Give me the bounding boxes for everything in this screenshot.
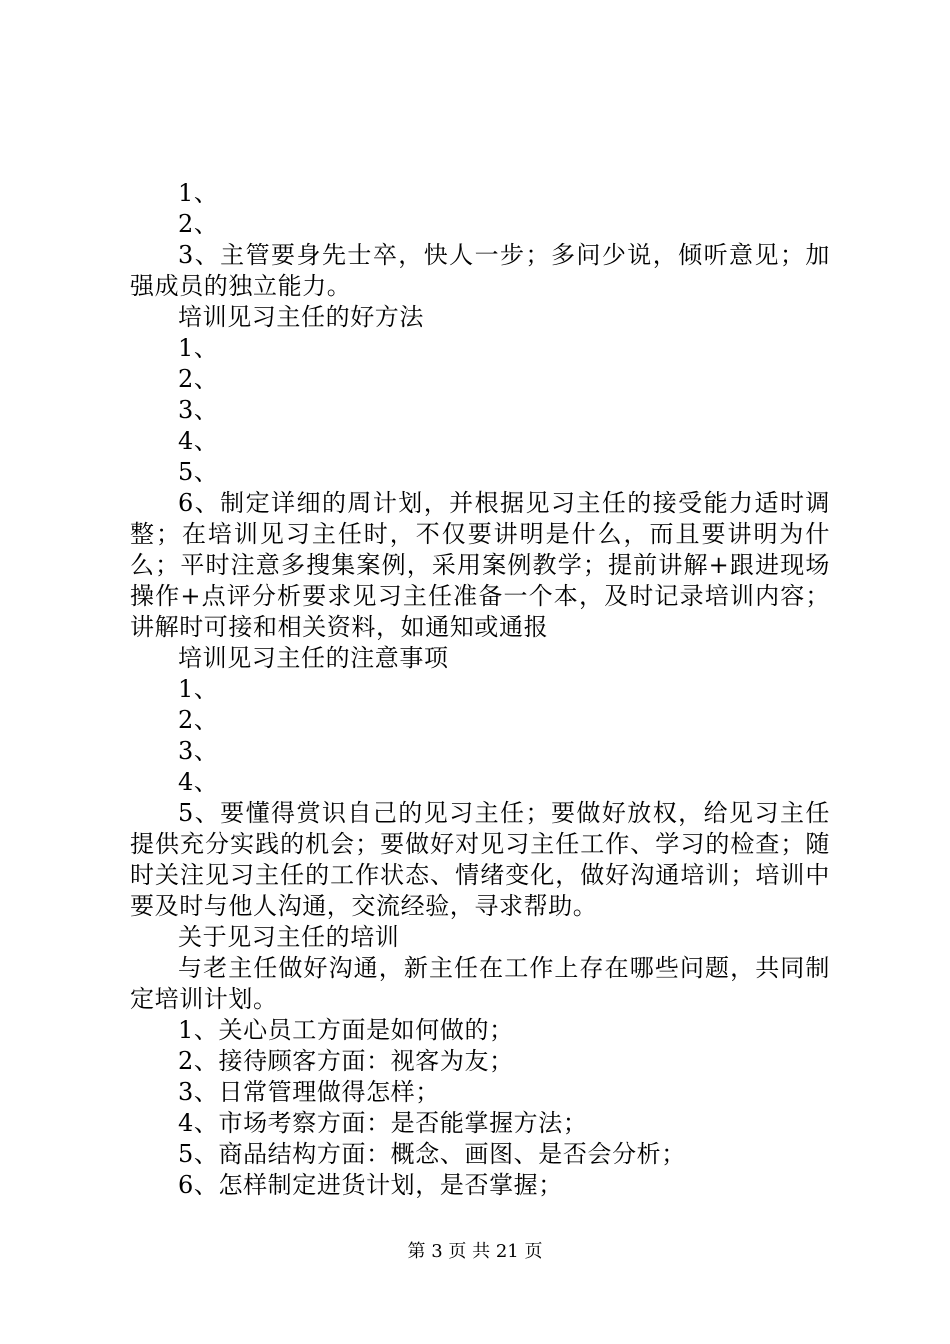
list-item: 2、 — [178, 706, 219, 734]
section-heading: 培训见习主任的注意事项 — [178, 644, 449, 672]
paragraph: 3、主管要身先士卒，快人一步；多问少说，倾听意见；加强成员的独立能力。 — [130, 241, 830, 300]
paragraph: 与老主任做好沟通，新主任在工作上存在哪些问题，共同制定培训计划。 — [130, 954, 830, 1013]
list-item: 1、 — [178, 334, 219, 362]
section-heading: 关于见习主任的培训 — [178, 923, 400, 951]
list-item: 3、日常管理做得怎样； — [178, 1078, 440, 1106]
paragraph: 6、制定详细的周计划，并根据见习主任的接受能力适时调整；在培训见习主任时，不仅要讲明是什么，而且要讲明为什么；平时注意多搜集案例，采用案例教学；提前讲解+跟进现场操作+点评分析要求见习主任准备一个本，及时记录培训内容；讲解时可接和相关资料，如通知或通报 — [130, 489, 830, 641]
list-item: 4、 — [178, 427, 219, 455]
list-item: 1、 — [178, 179, 219, 207]
list-item: 3、 — [178, 737, 219, 765]
section-heading: 培训见习主任的好方法 — [178, 303, 424, 331]
list-item: 2、 — [178, 365, 219, 393]
list-item: 3、 — [178, 396, 219, 424]
list-item: 2、接待顾客方面：视客为友； — [178, 1047, 514, 1075]
list-item: 2、 — [178, 210, 219, 238]
list-item: 1、 — [178, 675, 219, 703]
paragraph: 5、要懂得赏识自己的见习主任；要做好放权，给见习主任提供充分实践的机会；要做好对见习主任工作、学习的检查；随时关注见习主任的工作状态、情绪变化，做好沟通培训；培训中要及时与他人沟通，交流经验，寻求帮助。 — [130, 799, 830, 920]
list-item: 4、 — [178, 768, 219, 796]
list-item: 6、怎样制定进货计划，是否掌握； — [178, 1171, 563, 1199]
list-item: 4、市场考察方面：是否能掌握方法； — [178, 1109, 588, 1137]
document-body — [130, 178, 830, 1201]
page-footer: 第 3 页 共 21 页 — [407, 1241, 543, 1262]
list-item: 5、 — [178, 458, 219, 486]
list-item: 5、商品结构方面：概念、画图、是否会分析； — [178, 1140, 686, 1168]
list-item: 1、关心员工方面是如何做的； — [178, 1016, 514, 1044]
